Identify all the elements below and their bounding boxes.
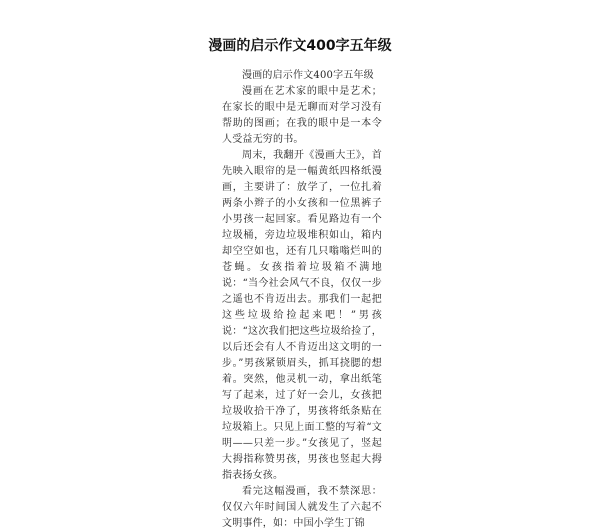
document-body [222, 68, 382, 532]
paragraph-intro: 漫画在艺术家的眼中是艺术；在家长的眼中是无聊而对学习没有帮助的图画；在我的眼中是一本令人受益无穷的书。 [222, 86, 382, 145]
paragraph-reflection: 看完这幅漫画，我不禁深思：仅仅六年时间国人就发生了六起不文明事件，如：中国小学生丁锦 [222, 486, 382, 529]
document-title: 漫画的启示作文400字五年级 [208, 38, 392, 54]
paragraph-subtitle: 漫画的启示作文400字五年级 [242, 70, 374, 81]
paragraph-story: 周末，我翻开《漫画大王》，首先映入眼帘的是一幅黄纸四格纸漫画，主要讲了：放学了，一位扎着两条小辫子的小女孩和一位黑裤子小男孩一起回家。看见路边有一个垃圾桶，旁边垃圾堆积如山，箱内却空空如也，还有几只嗡嗡烂叫的苍蝇。女孩指着垃圾箱不满地说：“当今社会风气不良，仅仅一步之遥也不肯迈出去。那我们一起把这些垃圾给捡起来吧！”男孩说：“这次我们把这些垃圾给捡了，以后还会有人不肯迈出这文明的一步。”男孩紧锁眉头，抓耳挠腮的想着。突然，他灵机一动，拿出纸笔写了起来，过了好一会儿，女孩把垃圾收拾干净了，男孩将纸条贴在垃圾箱上。只见上面工整的写着“文明——只差一步。”女孩见了，竖起大拇指称赞男孩，男孩也竖起大拇指表扬女孩。 [222, 150, 382, 481]
